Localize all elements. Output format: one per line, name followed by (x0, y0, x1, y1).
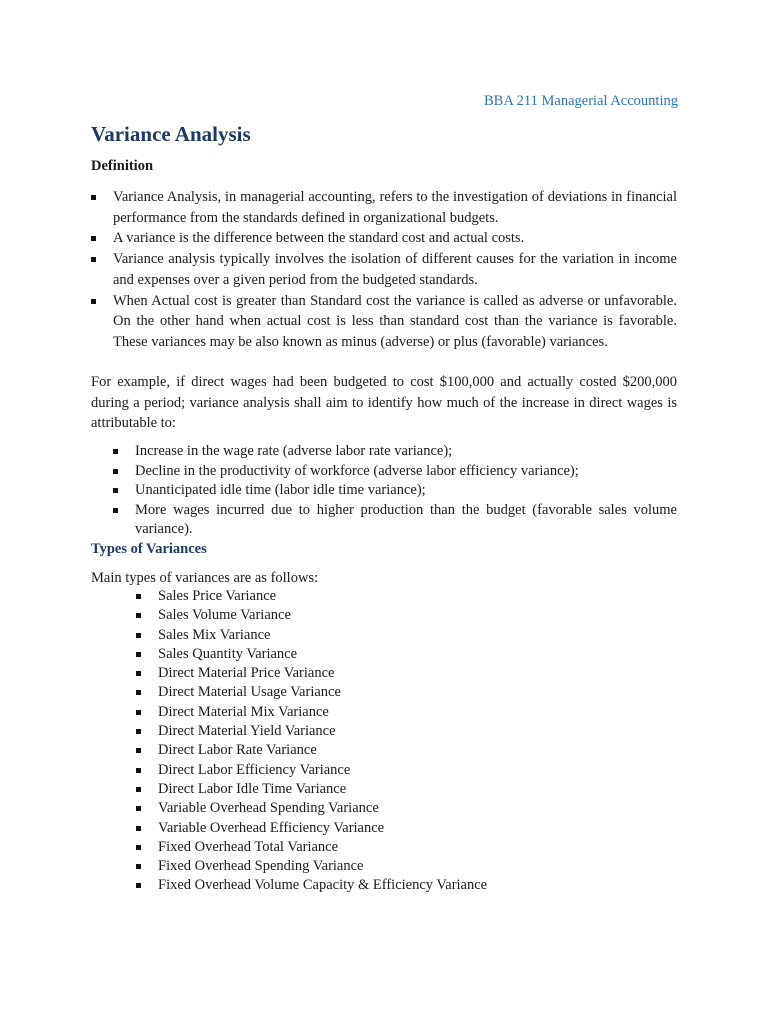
list-item (136, 664, 487, 683)
square-bullet-icon (136, 806, 141, 811)
list-item-text: Unanticipated idle time (labor idle time variance); (135, 482, 426, 498)
list-item-text: Increase in the wage rate (adverse labor rate variance); (135, 443, 453, 459)
list-item (113, 501, 677, 540)
square-bullet-icon (113, 488, 118, 493)
list-item-text: Sales Price Variance (158, 588, 277, 604)
list-item (136, 761, 487, 780)
list-item (136, 819, 487, 838)
list-item (113, 481, 677, 501)
square-bullet-icon (136, 826, 141, 831)
square-bullet-icon (136, 671, 141, 676)
list-item (136, 703, 487, 722)
square-bullet-icon (91, 195, 96, 200)
list-item-text: Sales Mix Variance (158, 626, 271, 643)
square-bullet-icon (136, 652, 141, 657)
list-item (113, 442, 677, 462)
list-item-text: Fixed Overhead Volume Capacity & Efficiency Variance (158, 877, 488, 894)
square-bullet-icon (136, 710, 141, 715)
square-bullet-icon (136, 748, 141, 753)
square-bullet-icon (136, 787, 141, 792)
square-bullet-icon (136, 883, 141, 888)
square-bullet-icon (136, 594, 141, 599)
course-header: BBA 211 Managerial Accounting (484, 93, 678, 109)
square-bullet-icon (136, 633, 141, 638)
list-item (136, 645, 487, 664)
list-item (136, 683, 487, 702)
example-paragraph: For example, if direct wages had been budgeted to cost $100,000 and actually costed $200,000 during a period; variance analysis shall aim to identify how much of the increase in direct wages is attributable to: (91, 374, 677, 432)
list-item-text: Fixed Overhead Spending Variance (158, 858, 364, 875)
list-item-text: Sales Volume Variance (158, 607, 291, 624)
page-title: Variance Analysis (91, 122, 251, 146)
list-item-text: Fixed Overhead Total Variance (158, 838, 339, 855)
definition-heading: Definition (91, 158, 154, 174)
list-item (136, 741, 487, 760)
list-item (136, 587, 487, 606)
square-bullet-icon (91, 257, 96, 262)
square-bullet-icon (113, 469, 118, 474)
list-item-text: Variable Overhead Spending Variance (158, 800, 379, 817)
list-item-text: Decline in the productivity of workforce (adverse labor efficiency variance); (135, 462, 579, 479)
square-bullet-icon (136, 768, 141, 773)
list-item-text: Direct Material Mix Variance (158, 703, 329, 720)
list-item (136, 722, 487, 741)
list-item (91, 249, 677, 290)
square-bullet-icon (136, 690, 141, 695)
list-item (136, 799, 487, 818)
types-list (136, 587, 487, 896)
list-item (136, 838, 487, 857)
list-item (91, 291, 677, 353)
example-list (113, 442, 677, 540)
square-bullet-icon (136, 729, 141, 734)
list-item (113, 462, 677, 482)
list-item (91, 228, 677, 249)
list-item (136, 626, 487, 645)
list-item-text: Variable Overhead Efficiency Variance (158, 819, 385, 836)
square-bullet-icon (91, 299, 96, 304)
types-intro: Main types of variances are as follows: (91, 570, 319, 586)
list-item-text: Direct Material Yield Variance (158, 723, 336, 740)
list-item-text: Sales Quantity Variance (158, 645, 298, 662)
list-item-text: Direct Material Price Variance (158, 665, 335, 682)
list-item-text: Variance Analysis, in managerial accounting, refers to the investigation of deviations in financial performance from the standards defined in organizational budgets. (113, 189, 677, 226)
square-bullet-icon (136, 845, 141, 850)
definition-list (91, 187, 677, 353)
square-bullet-icon (113, 508, 118, 513)
list-item (136, 780, 487, 799)
list-item-text: Direct Material Usage Variance (158, 684, 341, 701)
list-item-text: A variance is the difference between the standard cost and actual costs. (113, 230, 525, 247)
list-item (91, 187, 677, 228)
list-item (136, 606, 487, 625)
list-item-text: Direct Labor Rate Variance (158, 742, 317, 759)
list-item (136, 857, 487, 876)
types-heading: Types of Variances (91, 541, 207, 557)
list-item-text: Direct Labor Efficiency Variance (158, 761, 351, 778)
square-bullet-icon (136, 613, 141, 618)
list-item-text: When Actual cost is greater than Standard cost the variance is called as adverse or unfavorable. On the other hand when actual cost is less than standard cost than the variance is favorable. These variances may be also known as minus (adverse) or plus (favorable) variances. (113, 292, 677, 350)
square-bullet-icon (136, 864, 141, 869)
list-item-text: Direct Labor Idle Time Variance (158, 780, 347, 797)
list-item (136, 876, 487, 895)
list-item-text: Variance analysis typically involves the isolation of different causes for the variation in income and expenses over a given period from the budgeted standards. (113, 251, 677, 288)
list-item-text: More wages incurred due to higher production than the budget (favorable sales volume variance). (135, 501, 677, 537)
square-bullet-icon (91, 236, 96, 241)
square-bullet-icon (113, 449, 118, 454)
